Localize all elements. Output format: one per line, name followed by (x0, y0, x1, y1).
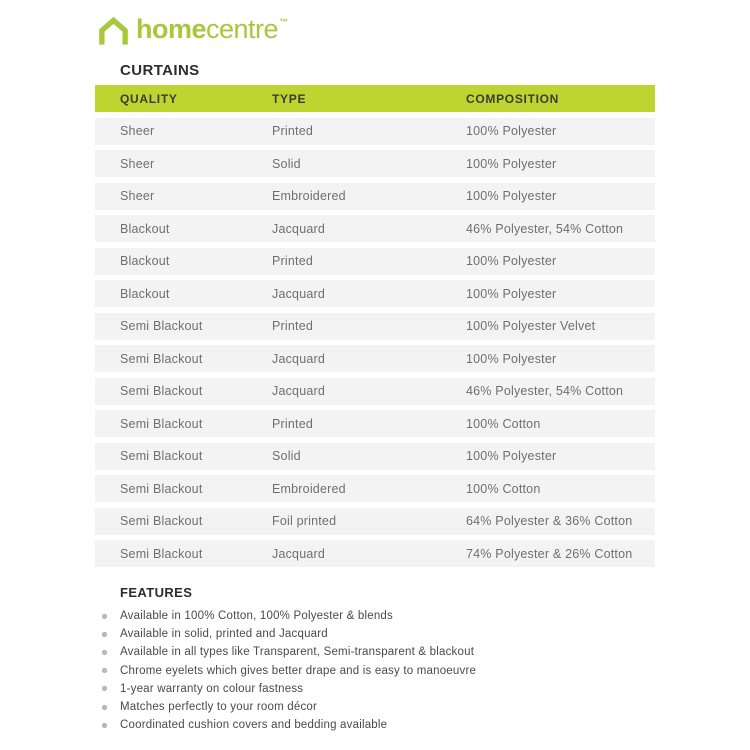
cell-quality: Semi Blackout (120, 449, 203, 463)
cell-type: Printed (272, 319, 314, 333)
table-row (95, 183, 655, 210)
feature-text: Available in solid, printed and Jacquard (120, 628, 328, 641)
feature-item (102, 643, 476, 661)
bullet-icon (102, 705, 107, 710)
cell-type: Embroidered (272, 481, 346, 496)
cell-composition: 100% Polyester Velvet (466, 319, 596, 333)
cell-quality: Semi Blackout (120, 546, 203, 561)
cell-composition: 64% Polyester & 36% Cotton (466, 514, 633, 528)
column-header-quality: QUALITY (120, 91, 178, 106)
bullet-icon (102, 614, 107, 619)
cell-composition: 100% Polyester (466, 189, 557, 203)
features-list (102, 607, 476, 734)
cell-quality: Sheer (120, 189, 155, 203)
features-title: FEATURES (120, 585, 193, 600)
table-row (95, 475, 655, 502)
table-header-row (95, 85, 655, 112)
table-row (95, 118, 655, 145)
table-row (95, 150, 655, 177)
feature-text: Matches perfectly to your room décor (120, 701, 318, 714)
cell-composition: 100% Cotton (466, 416, 541, 431)
cell-composition: 46% Polyester, 54% Cotton (466, 221, 624, 236)
cell-composition: 100% Polyester (466, 449, 557, 463)
feature-text: 1-year warranty on colour fastness (120, 682, 304, 695)
bullet-icon (102, 650, 107, 655)
cell-type: Jacquard (272, 546, 326, 561)
cell-quality: Semi Blackout (120, 514, 203, 528)
cell-quality: Semi Blackout (120, 351, 203, 366)
cell-quality: Semi Blackout (120, 481, 203, 496)
cell-type: Embroidered (272, 189, 346, 203)
cell-composition: 100% Cotton (466, 481, 541, 496)
cell-type: Jacquard (272, 351, 326, 366)
table-row (95, 313, 655, 340)
cell-quality: Blackout (120, 286, 170, 301)
cell-composition: 46% Polyester, 54% Cotton (466, 384, 624, 398)
cell-type: Printed (272, 254, 314, 268)
table-row (95, 540, 655, 567)
cell-quality: Blackout (120, 254, 170, 268)
feature-text: Coordinated cushion covers and bedding available (120, 719, 388, 732)
feature-text: Available in 100% Cotton, 100% Polyester & blends (120, 610, 393, 623)
feature-item (102, 698, 476, 716)
table-row (95, 443, 655, 470)
cell-type: Foil printed (272, 514, 337, 528)
cell-quality: Blackout (120, 221, 170, 236)
table-row (95, 248, 655, 275)
bullet-icon (102, 632, 107, 637)
brand-centre-text: centre (206, 14, 279, 44)
feature-item (102, 680, 476, 698)
curtains-table (95, 85, 655, 567)
brand-wordmark (136, 14, 287, 50)
table-row (95, 378, 655, 405)
trademark-symbol: ™ (279, 17, 289, 27)
cell-quality: Semi Blackout (120, 416, 203, 431)
cell-quality: Sheer (120, 124, 155, 138)
house-icon (97, 17, 130, 47)
cell-type: Solid (272, 156, 301, 171)
cell-type: Jacquard (272, 286, 326, 301)
cell-composition: 100% Polyester (466, 351, 557, 366)
feature-item (102, 607, 476, 625)
cell-composition: 74% Polyester & 26% Cotton (466, 546, 633, 561)
cell-type: Solid (272, 449, 301, 463)
table-row (95, 215, 655, 242)
feature-text: Chrome eyelets which gives better drape and is easy to manoeuvre (120, 664, 477, 677)
table-row (95, 508, 655, 535)
bullet-icon (102, 723, 107, 728)
feature-item (102, 716, 476, 734)
bullet-icon (102, 668, 107, 673)
page-title: CURTAINS (120, 62, 200, 79)
brand-logo (97, 14, 287, 50)
cell-type: Printed (272, 416, 314, 431)
bullet-icon (102, 686, 107, 691)
table-body (95, 118, 655, 568)
feature-item (102, 662, 476, 680)
brand-home-text: home (136, 14, 207, 44)
cell-type: Jacquard (272, 221, 326, 236)
cell-quality: Semi Blackout (120, 384, 203, 398)
cell-type: Jacquard (272, 384, 326, 398)
feature-text: Available in all types like Transparent, Semi-transparent & blackout (120, 646, 475, 659)
cell-composition: 100% Polyester (466, 124, 557, 138)
table-row (95, 345, 655, 372)
cell-composition: 100% Polyester (466, 254, 557, 268)
table-row (95, 410, 655, 437)
cell-quality: Sheer (120, 156, 155, 171)
cell-quality: Semi Blackout (120, 319, 203, 333)
cell-composition: 100% Polyester (466, 156, 557, 171)
cell-type: Printed (272, 124, 314, 138)
column-header-composition: COMPOSITION (466, 91, 560, 106)
feature-item (102, 625, 476, 643)
cell-composition: 100% Polyester (466, 286, 557, 301)
column-header-type: TYPE (272, 91, 307, 106)
table-row (95, 280, 655, 307)
